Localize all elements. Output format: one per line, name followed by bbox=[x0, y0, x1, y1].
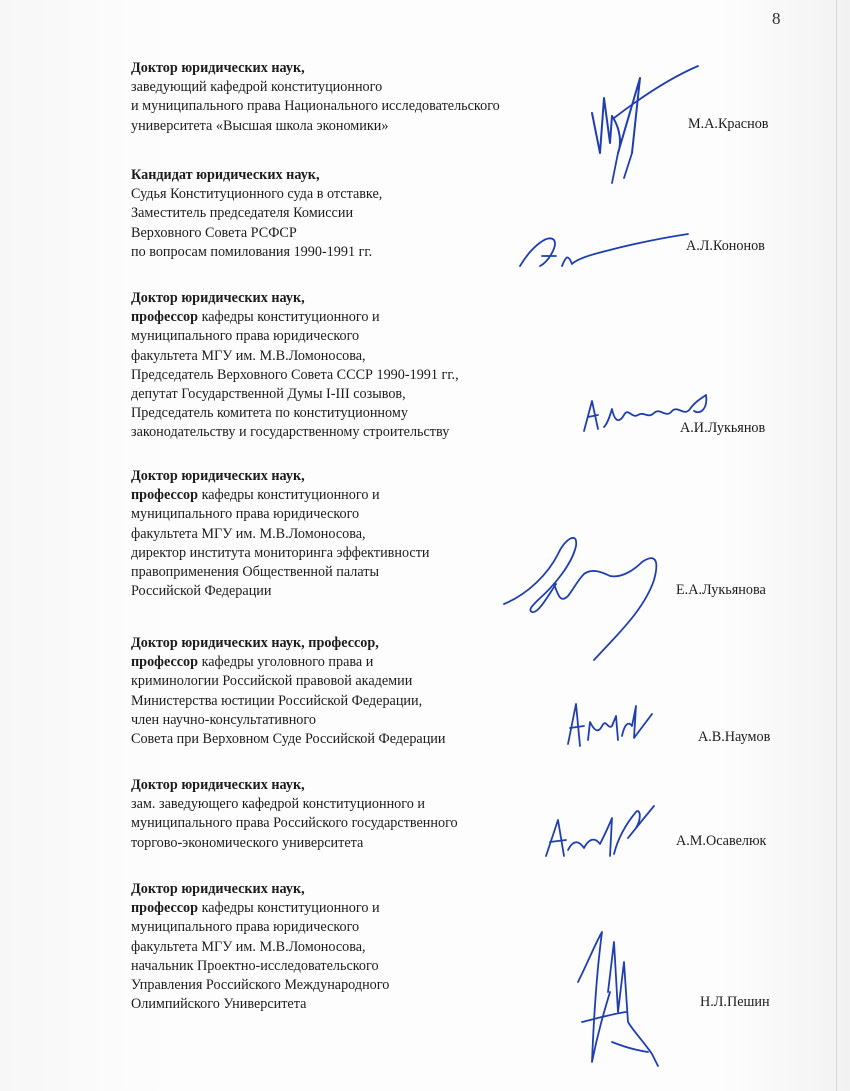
credential-line bbox=[131, 899, 601, 918]
credential-line: Олимпийского Университета bbox=[131, 996, 307, 1013]
signatory-name: Н.Л.Пешин bbox=[700, 994, 770, 1010]
signatory-name: М.А.Краснов bbox=[688, 116, 769, 132]
lead-bold: профессор bbox=[131, 900, 199, 917]
credential-line: и муниципального права Национального исследовательского bbox=[131, 98, 500, 115]
credential-line: Заместитель председателя Комиссии bbox=[131, 205, 354, 222]
signatory-title: Доктор юридических наук, профессор, bbox=[131, 635, 379, 651]
credential-line: директор института мониторинга эффективности bbox=[131, 544, 430, 561]
credential-line: Верховного Совета РСФСР bbox=[131, 224, 297, 241]
signatory-credentials bbox=[131, 634, 601, 749]
lead-rest: кафедры уголовного права и bbox=[198, 654, 374, 671]
credential-line: Председатель комитета по конституционному bbox=[131, 405, 408, 422]
credential-line: муниципального права Российского государственного bbox=[131, 815, 458, 832]
credential-line: факультета МГУ им. М.В.Ломоносова, bbox=[131, 347, 366, 364]
page-number: 8 bbox=[772, 9, 781, 28]
credential-line: факультета МГУ им. М.В.Ломоносова, bbox=[131, 525, 366, 542]
credential-line: криминологии Российской правовой академии bbox=[131, 673, 413, 690]
signatory-credentials bbox=[131, 776, 601, 853]
credential-line: начальник Проектно-исследовательского bbox=[131, 957, 379, 974]
credential-line: Совета при Верховном Суде Российской Федерации bbox=[131, 731, 446, 748]
signature bbox=[562, 696, 657, 751]
lead-bold: профессор bbox=[131, 654, 199, 671]
credential-line: заведующий кафедрой конституционного bbox=[131, 79, 383, 96]
credential-line: член научно-консультативного bbox=[131, 711, 316, 728]
credential-line: по вопросам помилования 1990-1991 гг. bbox=[131, 243, 373, 260]
page-edge-divider bbox=[836, 0, 837, 1091]
signatory-credentials bbox=[131, 880, 601, 1014]
signature bbox=[540, 798, 660, 868]
credential-line: зам. заведующего кафедрой конституционного и bbox=[131, 796, 425, 813]
signatory-title: Доктор юридических наук, bbox=[131, 881, 305, 897]
credential-line bbox=[131, 486, 601, 505]
lead-rest: кафедры конституционного и bbox=[198, 487, 380, 504]
credential-line: университета «Высшая школа экономики» bbox=[131, 117, 389, 134]
signatory-name: А.В.Наумов bbox=[698, 729, 771, 745]
credential-line: Министерства юстиции Российской Федерации, bbox=[131, 692, 423, 709]
credential-line: муниципального права юридического bbox=[131, 328, 360, 345]
signature bbox=[512, 226, 692, 276]
signature bbox=[568, 922, 678, 1072]
credential-line: депутат Государственной Думы I-III созывов, bbox=[131, 386, 406, 403]
signatory-title: Доктор юридических наук, bbox=[131, 468, 305, 484]
credential-line: Судья Конституционного суда в отставке, bbox=[131, 186, 383, 203]
lead-bold: профессор bbox=[131, 309, 199, 326]
credential-line bbox=[131, 308, 601, 327]
signatory-credentials bbox=[131, 59, 601, 136]
signatory-name: А.Л.Кононов bbox=[686, 238, 765, 254]
credential-line: факультета МГУ им. М.В.Ломоносова, bbox=[131, 938, 366, 955]
credential-line: муниципального права юридического bbox=[131, 506, 360, 523]
credential-line: Российской Федерации bbox=[131, 583, 272, 600]
credential-line: правоприменения Общественной палаты bbox=[131, 564, 380, 581]
signatory-title: Доктор юридических наук, bbox=[131, 290, 305, 306]
signatory-title: Кандидат юридических наук, bbox=[131, 167, 320, 183]
lead-rest: кафедры конституционного и bbox=[198, 309, 380, 326]
lead-rest: кафедры конституционного и bbox=[198, 900, 380, 917]
credential-line: Управления Российского Международного bbox=[131, 977, 390, 994]
credential-line: торгово-экономического университета bbox=[131, 834, 364, 851]
credential-line: Председатель Верховного Совета СССР 1990-1991 гг., bbox=[131, 366, 459, 383]
signatory-credentials bbox=[131, 289, 601, 443]
signatory-name: А.М.Осавелюк bbox=[676, 833, 767, 849]
signatory-name: Е.А.Лукьянова bbox=[676, 582, 766, 598]
credential-line bbox=[131, 653, 601, 672]
lead-bold: профессор bbox=[131, 487, 199, 504]
credential-line: муниципального права юридического bbox=[131, 919, 360, 936]
signatory-title: Доктор юридических наук, bbox=[131, 60, 305, 76]
signatory-name: А.И.Лукьянов bbox=[680, 420, 766, 436]
credential-line: законодательству и государственному строительству bbox=[131, 424, 450, 441]
signatory-title: Доктор юридических наук, bbox=[131, 777, 305, 793]
